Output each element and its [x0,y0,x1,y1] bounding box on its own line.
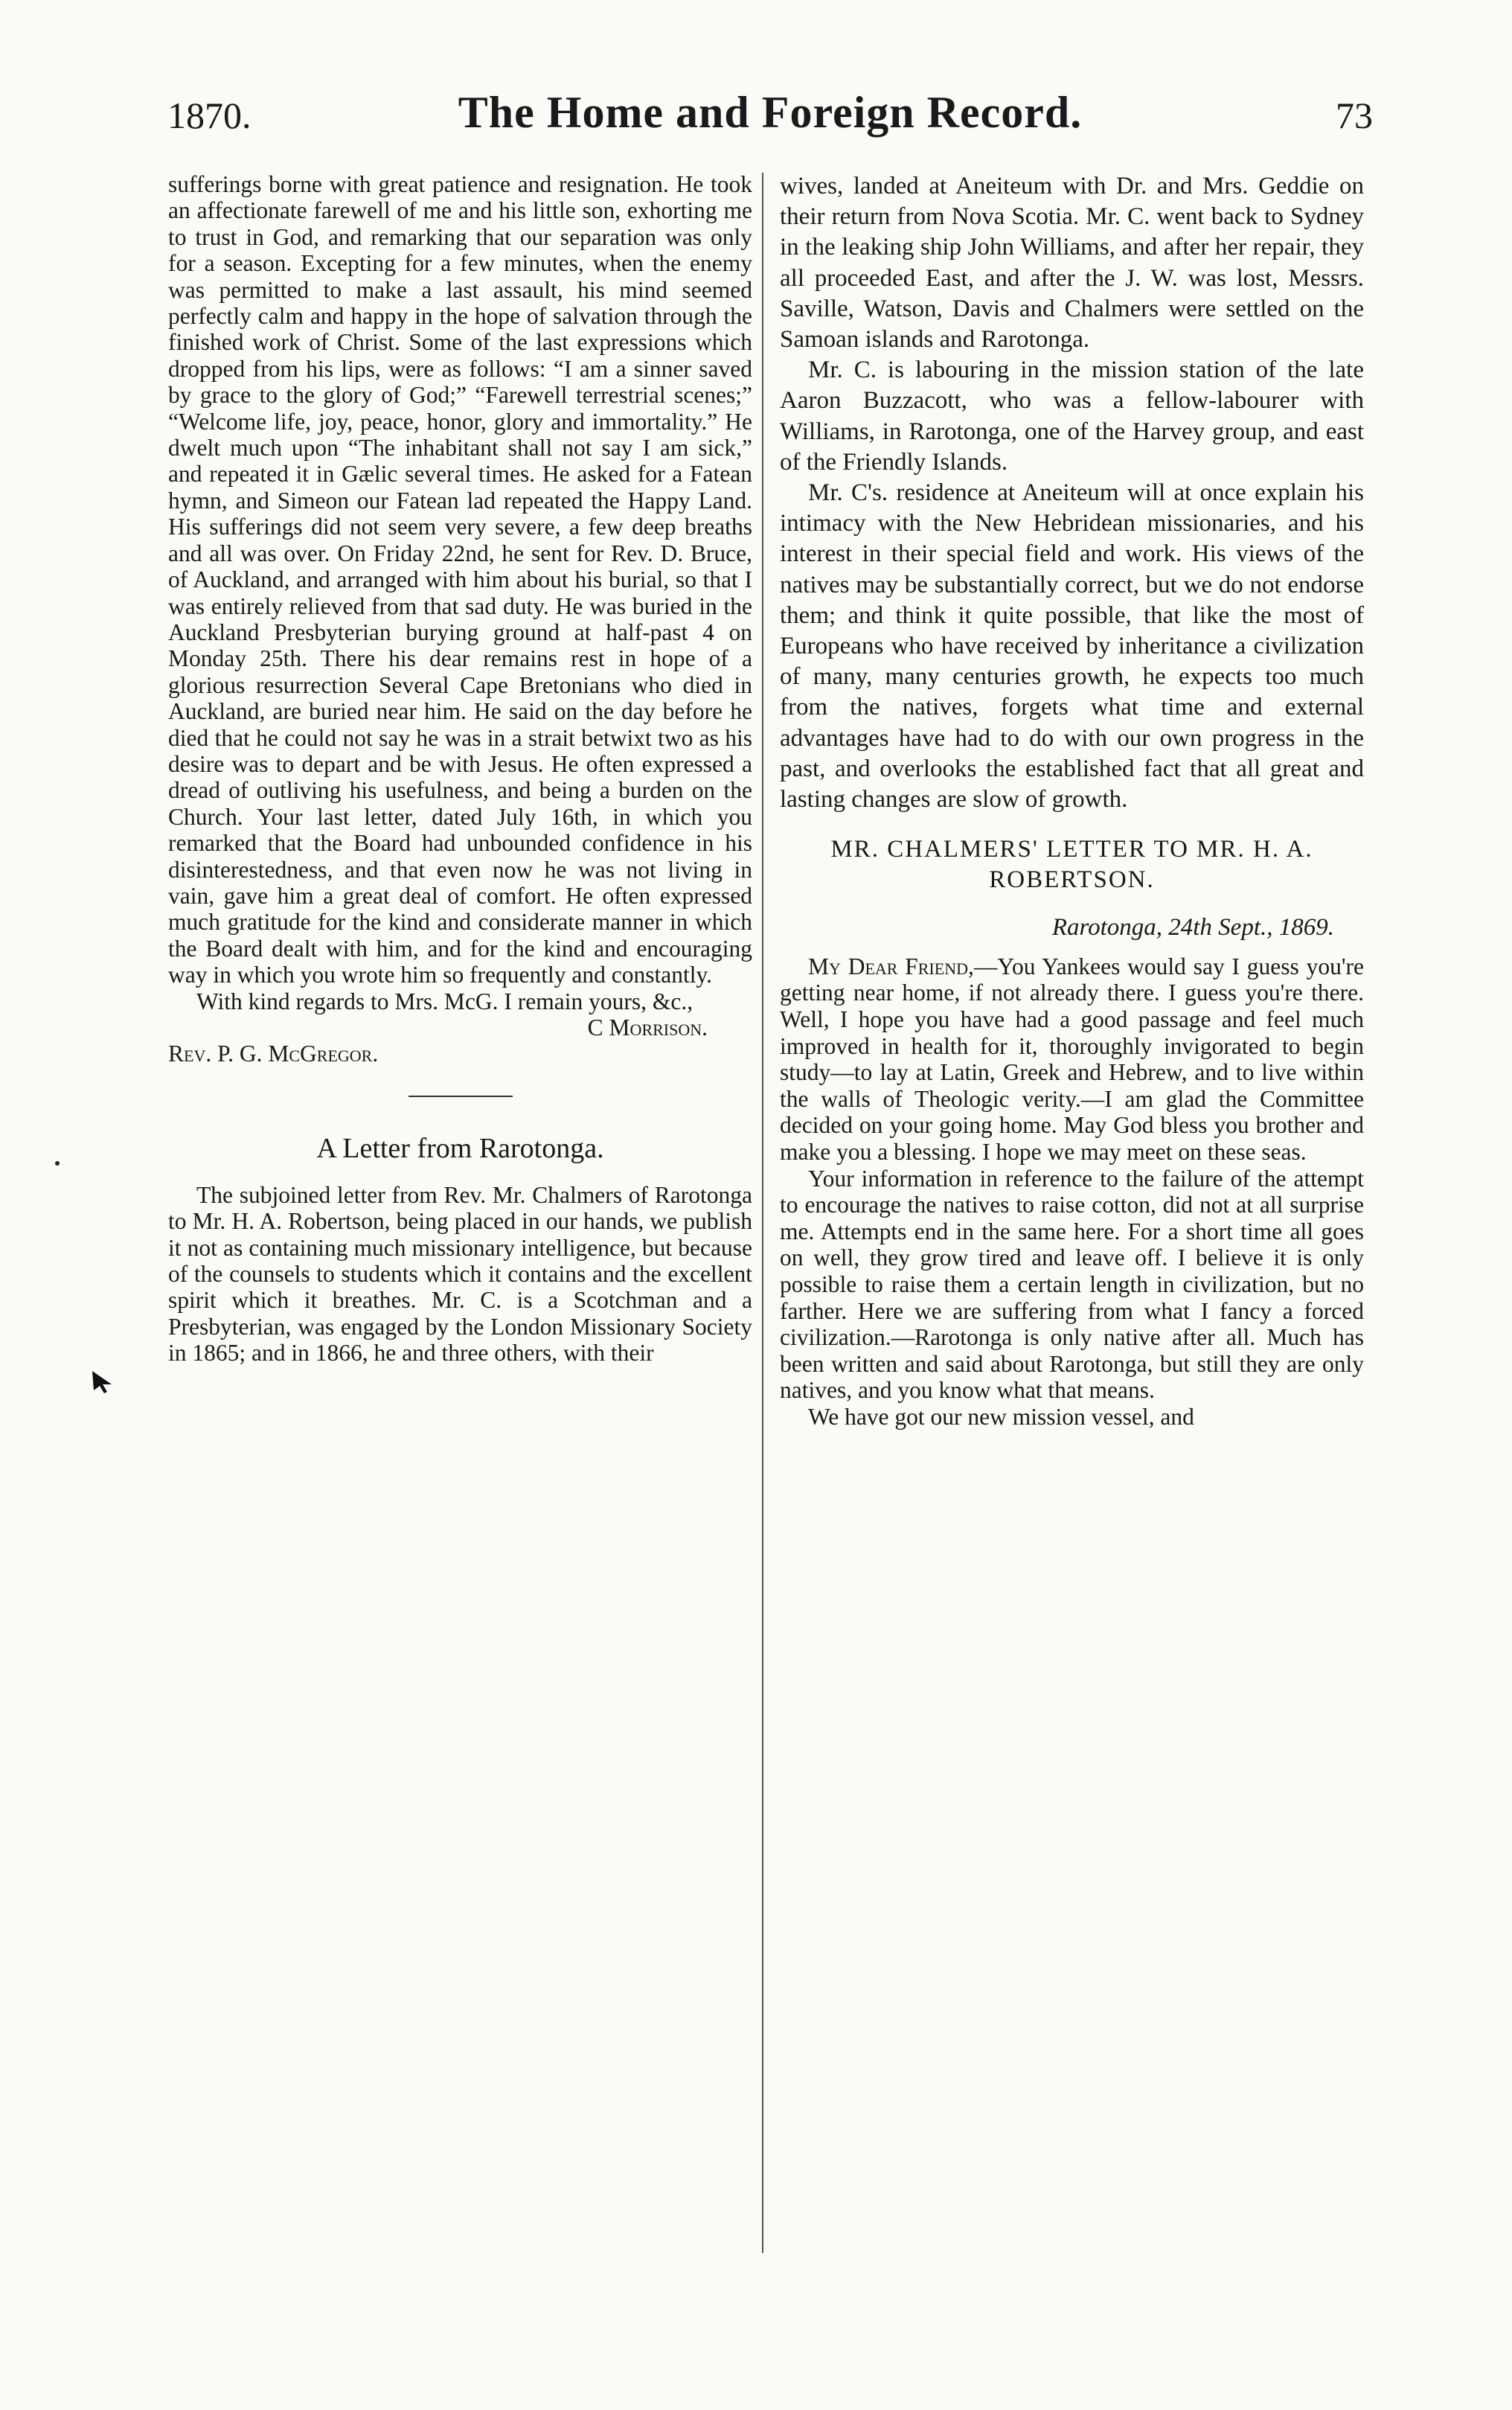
letter-paragraph-3: We have got our new mission vessel, and [808,1403,1194,1430]
obituary-paragraph: sufferings borne with great patience and resignation. He took an affectionate farewell of me and his little son, exhorting me to trust in God, and remarking that our separation was only for a season. Excepting for a few minutes, when the enemy was permitted to make a last assault, his mind seemed perfectly calm and happy in the hope of salvation through the finished work of Christ. Some of the last expressions which dropped from his lips, were as follows: “I am a sinner saved by grace to the glory of God;” “Farewell terrestrial scenes;” “Welcome life, joy, peace, honor, glory and immortality.” He dwelt much upon “The inhabitant shall not say I am sick,” and repeated it in Gælic several times. He asked for a Fatean hymn, and Simeon our Fatean lad repeated the Happy Land. His sufferings did not seem very severe, a few deep breaths and all was over. On Friday 22nd, he sent for Rev. D. Bruce, of Auckland, and arranged with him about his burial, so that I was entirely relieved from that sad duty. He was buried in the Auckland Presbyterian burying ground at half-past 4 on Monday 25th. There his dear remains rest in hope of a glorious resurrection Several Cape Bretonians who died in Auckland, are buried near him. He said on the day before he died that he could not say he was in a strait betwixt two as his desire was to depart and be with Jesus. He often expressed a dread of outliving his usefulness, and being a burden on the Church. Your last letter, dated July 16th, in which you remarked that the Board had unbounded confidence in his disinterestedness, and that even now he was not living in vain, gave him a great deal of comfort. He often expressed much gratitude for the kind and considerate manner in which the Board dealt with him, and for the kind and encouraging way in which you wrote him so frequently and constantly. [168,171,752,988]
letter-paragraph-1 [780,953,1364,1166]
margin-arrow-icon [89,1368,116,1395]
header-year: 1870. [167,95,252,136]
paragraph-residence: Mr. C's. residence at Aneiteum will at once explain his intimacy with the New Hebridean missionaries, and his interest in their special field and work. His views of the natives may be substantially correct, but we do not endorse them; and think it quite possible, that like the most of Europeans who have received by inheritance a civilization of many, many centuries growth, he expects too much from the natives, forgets what time and external advantages have had to do with our own progress in the past, and overlooks the established fact that all great and lasting changes are slow of growth. [780,479,1364,814]
letter-heading: MR. CHALMERS' LETTER TO MR. H. A. ROBERTSON. [830,836,1313,894]
intro-paragraph: The subjoined letter from Rev. Mr. Chalmers of Rarotonga to Mr. H. A. Robertson, being placed in our hands, we publish it not as containing much missionary intelligence, but because of the counsels to students which it contains and the excellent spirit which it breathes. Mr. C. is a Scotchman and a Presbyterian, was engaged by the London Missionary Society in 1865; and in 1866, he and three others, with their [168,1181,752,1367]
signature: C Morrison. [587,1014,708,1041]
section-title: A Letter from Rarotonga. [316,1132,604,1164]
letter-body [780,953,1364,1431]
salutation: My Dear Friend, [808,953,974,979]
letter-paragraph-2: Your information in reference to the failure of the attempt to encourage the natives to raise cotton, did not at all surprise me. Attempts end in the same here. For a short time all goes on well, they grow tired and leave off. I believe it is only possible to raise them a certain length in civilization, but no farther. Here we are suffering from what I fancy a forced civilization.—Rarotonga is only native after all. Much has been written and said about Rarotonga, but still they are only natives, and you know what that means. [780,1165,1364,1404]
continuation-paragraph: wives, landed at Aneiteum with Dr. and Mrs. Geddie on their return from Nova Scotia. Mr. C. went back to Sydney in the leaking ship John Williams, and after her repair, they all proceeded East, and after the J. W. was lost, Messrs. Saville, Watson, Davis and Chalmers were settled on the Samoan islands and Rarotonga. [780,173,1364,354]
paragraph-mission-station: Mr. C. is labouring in the mission station of the late Aaron Buzzacott, who was a fellow-labourer with Williams, in Rarotonga, one of the Harvey group, and east of the Friendly Islands. [780,357,1364,476]
addressee: Rev. P. G. McGregor. [168,1041,379,1067]
margin-dot [55,1161,60,1166]
journal-title: The Home and Foreign Record. [458,88,1083,137]
letter-paragraph-1-text: —You Yankees would say I guess you're getting near home, if not already there. I guess you're there. Well, I hope you have had a good passage and feel much improved in health for it, thoroughly invigorated to begin study—to lay at Latin, Greek and Hebrew, and to live within the walls of Theologic verity.—I am glad the Committee decided on your going home. May God bless you brother and make you a blessing. I hope we may meet on these seas. [780,953,1364,1166]
right-column [780,171,1364,2263]
page-number: 73 [1336,95,1373,136]
column-divider [762,173,763,2253]
letter-dateline: Rarotonga, 24th Sept., 1869. [1051,913,1334,941]
running-head [167,89,1373,141]
left-column [168,171,752,2263]
closing-line: With kind regards to Mrs. McG. I remain yours, &c., [196,988,693,1014]
section-divider [409,1096,513,1097]
